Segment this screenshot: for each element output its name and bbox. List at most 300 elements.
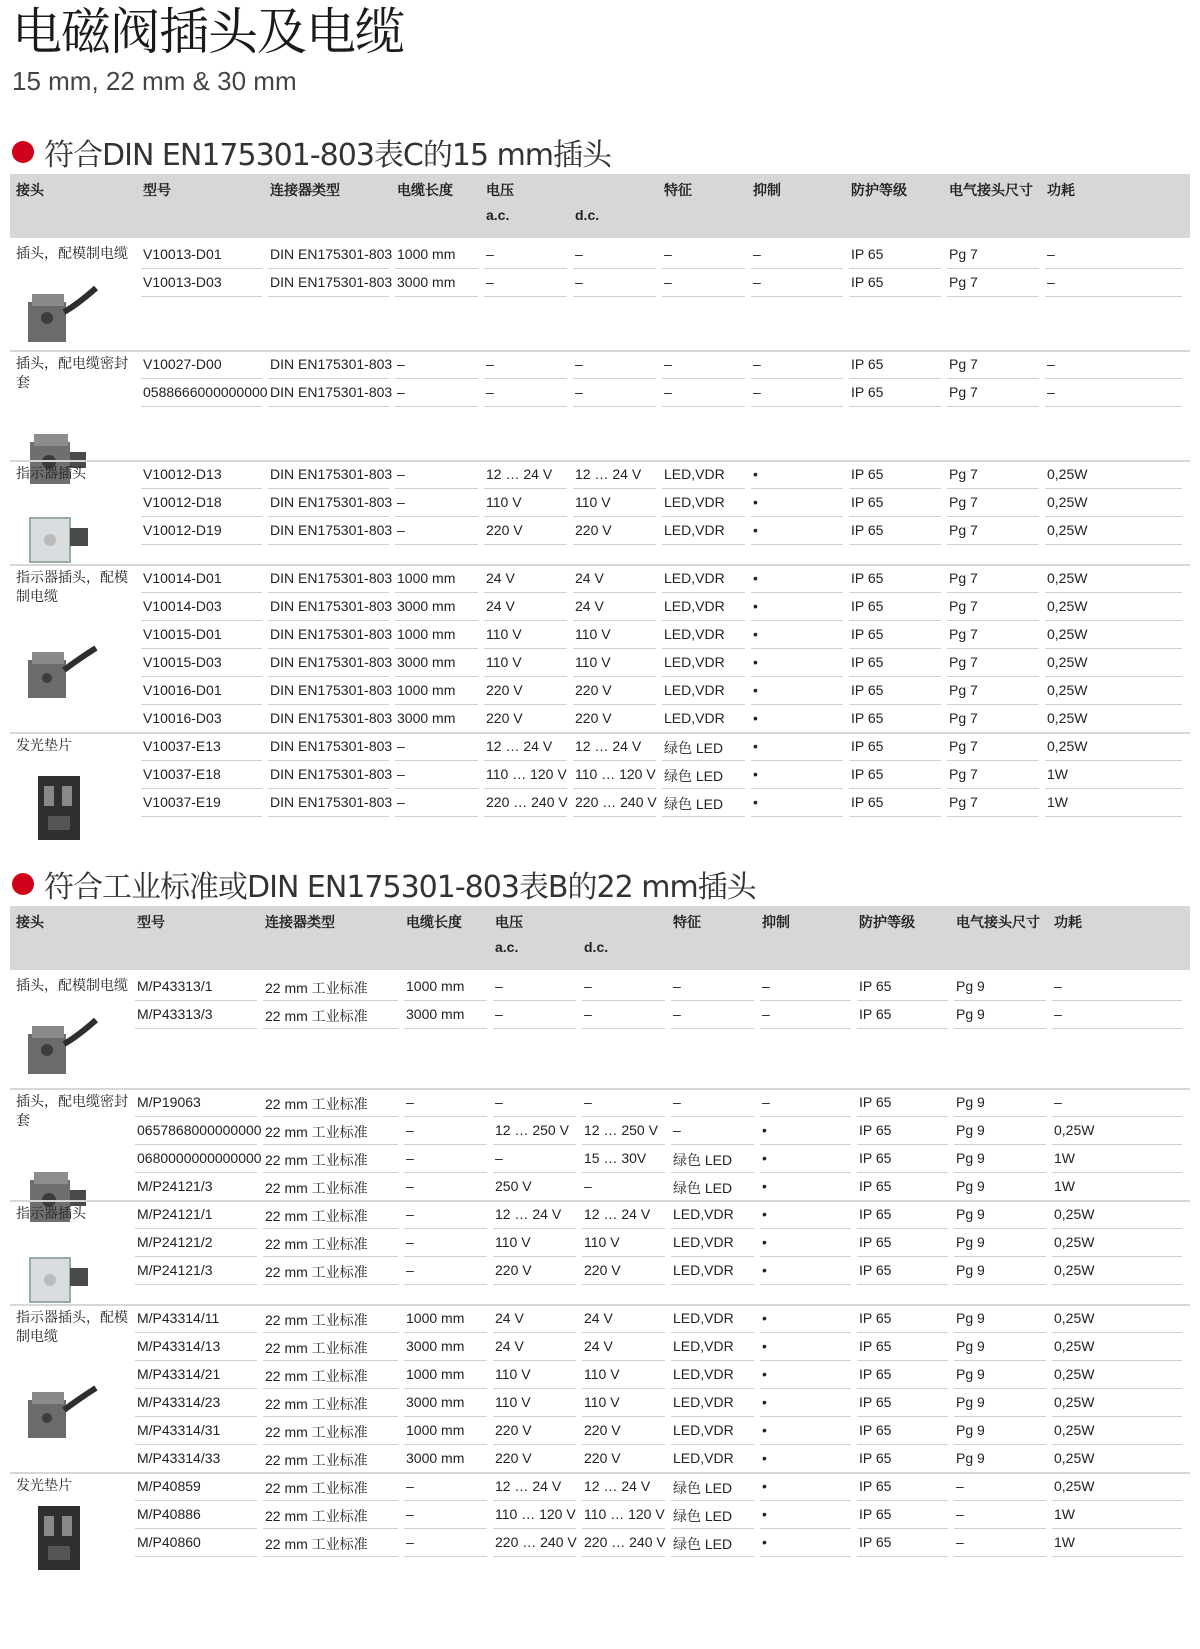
table-cell: – xyxy=(1047,274,1055,290)
table-row xyxy=(10,1228,1190,1257)
table-cell: 1W xyxy=(1054,1534,1075,1550)
table-cell: 24 V xyxy=(584,1310,613,1326)
table-cell: 0,25W xyxy=(1054,1366,1095,1382)
table-cell: – xyxy=(1047,356,1055,372)
table-row xyxy=(10,1500,1190,1529)
table-cell: LED,VDR xyxy=(673,1234,734,1250)
table-cell: IP 65 xyxy=(851,598,884,614)
group-title: 插头，配模制电缆 xyxy=(16,245,128,261)
table-cell: – xyxy=(673,1006,681,1022)
table-cell: 250 V xyxy=(495,1178,532,1194)
table-cell: 24 V xyxy=(584,1338,613,1354)
bullet-dot-icon xyxy=(12,873,34,895)
table-cell: IP 65 xyxy=(851,766,884,782)
table-cell: – xyxy=(1047,246,1055,262)
table-cell: 12 … 24 V xyxy=(495,1478,562,1494)
table-cell: IP 65 xyxy=(851,384,884,400)
table-cell: 220 V xyxy=(495,1422,532,1438)
table-cell: 110 V xyxy=(584,1234,620,1250)
table-cell: 220 V xyxy=(575,710,612,726)
table-cell: – xyxy=(486,246,494,262)
table-cell: – xyxy=(584,1006,592,1022)
table-cell: 22 mm 工业标准 xyxy=(265,1264,368,1280)
table-cell: – xyxy=(956,1478,964,1494)
group-title: 插头，配电缆密封套 xyxy=(16,1093,128,1128)
table-cell: V10013-D03 xyxy=(143,274,222,290)
table-cell: Pg 9 xyxy=(956,978,985,994)
table-cell: M/P24121/1 xyxy=(137,1206,213,1222)
table-cell: LED,VDR xyxy=(664,682,725,698)
table-cell: • xyxy=(762,1394,767,1410)
table-cell: 220 V xyxy=(486,682,523,698)
table-cell: V10012-D18 xyxy=(143,494,222,510)
table-row xyxy=(10,1472,1190,1501)
table-cell: 0,25W xyxy=(1047,738,1088,754)
table-cell: 22 mm 工业标准 xyxy=(265,1312,368,1328)
column-subheader-ac: a.c. xyxy=(486,207,510,223)
table-cell: 22 mm 工业标准 xyxy=(265,1396,368,1412)
table-cell: 0,25W xyxy=(1054,1262,1095,1278)
table-cell: IP 65 xyxy=(859,1234,892,1250)
table-cell: – xyxy=(753,246,761,262)
table-row xyxy=(10,488,1190,517)
column-header-voltage: 电压 xyxy=(495,914,523,930)
section-1 xyxy=(10,130,1190,852)
table-cell: 12 … 24 V xyxy=(575,738,642,754)
table-cell: 绿色 LED xyxy=(673,1480,733,1496)
column-header-connector-type: 连接器类型 xyxy=(265,914,335,930)
table-cell: • xyxy=(753,494,758,510)
table-cell: LED,VDR xyxy=(664,626,725,642)
table-cell: V10015-D01 xyxy=(143,626,222,642)
column-header-power: 功耗 xyxy=(1047,182,1075,198)
column-header-row xyxy=(10,906,1190,972)
table-cell: 220 V xyxy=(584,1422,621,1438)
table-cell: • xyxy=(762,1506,767,1522)
table-cell: DIN EN175301-803 xyxy=(270,654,393,670)
table-cell: 110 … 120 V xyxy=(584,1506,665,1522)
table-cell: • xyxy=(753,466,758,482)
table-cell: IP 65 xyxy=(851,570,884,586)
table-cell: Pg 9 xyxy=(956,1094,985,1110)
table-cell: DIN EN175301-803 xyxy=(270,766,393,782)
section-heading xyxy=(10,862,1190,906)
table-cell: 3000 mm xyxy=(397,710,456,726)
table-cell: – xyxy=(495,1094,503,1110)
table-row xyxy=(10,378,1190,407)
table-row xyxy=(10,1088,1190,1117)
table-cell: – xyxy=(406,1262,414,1278)
table-cell: Pg 7 xyxy=(949,466,978,482)
table-cell: Pg 9 xyxy=(956,1450,985,1466)
table-cell: IP 65 xyxy=(859,1506,892,1522)
table-row xyxy=(10,1200,1190,1229)
table-cell: 绿色 LED xyxy=(673,1180,733,1196)
table-cell: 220 … 240 V xyxy=(495,1534,577,1550)
table-cell: 0680000000000000 xyxy=(137,1150,262,1166)
table-row xyxy=(10,240,1190,269)
table-cell: 12 … 250 V xyxy=(495,1122,569,1138)
table-cell: 1W xyxy=(1054,1178,1075,1194)
table-cell: 110 V xyxy=(575,654,611,670)
table-row xyxy=(10,1172,1190,1201)
table-cell: • xyxy=(762,1422,767,1438)
column-header-protection: 防护等级 xyxy=(851,182,907,198)
table-cell: DIN EN175301-803 xyxy=(270,682,393,698)
table-cell: IP 65 xyxy=(859,1150,892,1166)
table-cell: 22 mm 工业标准 xyxy=(265,1152,368,1168)
table-cell: – xyxy=(397,384,405,400)
table-cell: • xyxy=(762,1150,767,1166)
product-group xyxy=(10,972,1190,1088)
table-cell: LED,VDR xyxy=(673,1262,734,1278)
table-cell: M/P24121/3 xyxy=(137,1178,213,1194)
table-cell: 绿色 LED xyxy=(673,1508,733,1524)
table-cell: 绿色 LED xyxy=(673,1152,733,1168)
table-cell: – xyxy=(1054,1006,1062,1022)
table-cell: DIN EN175301-803 xyxy=(270,710,393,726)
table-cell: Pg 7 xyxy=(949,522,978,538)
table-cell: IP 65 xyxy=(859,1478,892,1494)
table-cell: – xyxy=(486,356,494,372)
table-cell: IP 65 xyxy=(859,1094,892,1110)
table-cell: LED,VDR xyxy=(664,710,725,726)
table-cell: 1000 mm xyxy=(406,1422,465,1438)
column-header-row xyxy=(10,174,1190,240)
table-cell: Pg 9 xyxy=(956,1262,985,1278)
product-group xyxy=(10,1200,1190,1304)
table-cell: – xyxy=(956,1506,964,1522)
table-cell: 0,25W xyxy=(1047,598,1088,614)
table-cell: 110 V xyxy=(486,494,522,510)
column-subheader-dc: d.c. xyxy=(584,939,609,955)
table-cell: • xyxy=(753,598,758,614)
column-header-model: 型号 xyxy=(137,914,165,930)
table-cell: Pg 9 xyxy=(956,1150,985,1166)
table-cell: IP 65 xyxy=(859,1262,892,1278)
table-cell: • xyxy=(753,738,758,754)
product-group xyxy=(10,564,1190,732)
column-header-feature: 特征 xyxy=(673,914,701,930)
table-row xyxy=(10,350,1190,379)
table-cell: LED,VDR xyxy=(673,1366,734,1382)
table-cell: DIN EN175301-803 xyxy=(270,466,393,482)
column-header-cable-length: 电缆长度 xyxy=(406,914,462,930)
page-subtitle: 15 mm, 22 mm & 30 mm xyxy=(12,66,297,96)
table-cell: Pg 7 xyxy=(949,274,978,290)
table-cell: 220 V xyxy=(495,1450,532,1466)
column-header-plug: 接头 xyxy=(16,182,44,198)
table-cell: – xyxy=(495,1006,503,1022)
group-title: 指示器插头 xyxy=(16,465,86,481)
table-cell: IP 65 xyxy=(859,1534,892,1550)
table-cell: Pg 7 xyxy=(949,598,978,614)
product-group xyxy=(10,1088,1190,1200)
table-row xyxy=(10,972,1190,1001)
table-cell: IP 65 xyxy=(851,794,884,810)
table-cell: 0,25W xyxy=(1054,1234,1095,1250)
table-cell: IP 65 xyxy=(851,682,884,698)
table-cell: IP 65 xyxy=(851,246,884,262)
table-cell: – xyxy=(584,1178,592,1194)
product-group xyxy=(10,460,1190,564)
table-cell: 0,25W xyxy=(1047,654,1088,670)
table-cell: • xyxy=(762,1450,767,1466)
table-cell: – xyxy=(406,1150,414,1166)
table-cell: Pg 9 xyxy=(956,1178,985,1194)
table-cell: 0,25W xyxy=(1054,1422,1095,1438)
table-cell: 0,25W xyxy=(1047,710,1088,726)
table-cell: • xyxy=(753,570,758,586)
table-cell: 110 V xyxy=(495,1366,531,1382)
table-cell: – xyxy=(584,978,592,994)
table-cell: 110 V xyxy=(495,1394,531,1410)
table-cell: • xyxy=(762,1178,767,1194)
table-cell: DIN EN175301-803 xyxy=(270,494,393,510)
table-cell: 1W xyxy=(1047,794,1068,810)
product-group xyxy=(10,732,1190,852)
table-row xyxy=(10,760,1190,789)
table-row xyxy=(10,268,1190,297)
table-cell: Pg 7 xyxy=(949,570,978,586)
table-cell: M/P43314/33 xyxy=(137,1450,221,1466)
table-cell: 12 … 250 V xyxy=(584,1122,658,1138)
table-cell: LED,VDR xyxy=(673,1422,734,1438)
table-cell: V10014-D03 xyxy=(143,598,222,614)
table-cell: • xyxy=(762,1234,767,1250)
table-cell: 22 mm 工业标准 xyxy=(265,1536,368,1552)
table-cell: DIN EN175301-803 xyxy=(270,384,393,400)
table-cell: – xyxy=(762,978,770,994)
column-header-plug: 接头 xyxy=(16,914,44,930)
table-row xyxy=(10,788,1190,817)
table-cell: • xyxy=(762,1206,767,1222)
product-group xyxy=(10,350,1190,460)
table-cell: – xyxy=(406,1178,414,1194)
table-cell: Pg 9 xyxy=(956,1310,985,1326)
table-cell: – xyxy=(406,1534,414,1550)
table-cell: 220 … 240 V xyxy=(575,794,657,810)
table-cell: 22 mm 工业标准 xyxy=(265,1480,368,1496)
table-row xyxy=(10,1144,1190,1173)
table-cell: 1000 mm xyxy=(397,570,456,586)
table-cell: • xyxy=(762,1310,767,1326)
table-cell: V10012-D19 xyxy=(143,522,222,538)
table-row xyxy=(10,1528,1190,1557)
table-cell: Pg 9 xyxy=(956,1206,985,1222)
table-cell: • xyxy=(753,522,758,538)
table-cell: 24 V xyxy=(495,1310,524,1326)
product-group xyxy=(10,1472,1190,1570)
table-cell: M/P40859 xyxy=(137,1478,201,1494)
table-cell: DIN EN175301-803 xyxy=(270,738,393,754)
table-cell: M/P19063 xyxy=(137,1094,201,1110)
table-cell: 3000 mm xyxy=(397,654,456,670)
table-cell: – xyxy=(956,1534,964,1550)
table-cell: 110 V xyxy=(575,626,611,642)
table-cell: Pg 7 xyxy=(949,710,978,726)
table-cell: Pg 7 xyxy=(949,356,978,372)
table-cell: V10037-E19 xyxy=(143,794,221,810)
table-cell: Pg 9 xyxy=(956,1006,985,1022)
table-cell: LED,VDR xyxy=(664,494,725,510)
group-title: 发光垫片 xyxy=(16,1477,72,1493)
table-cell: 220 V xyxy=(584,1262,621,1278)
table-cell: 220 V xyxy=(584,1450,621,1466)
table-cell: 110 … 120 V xyxy=(495,1506,576,1522)
group-title: 指示器插头，配模制电缆 xyxy=(16,1309,128,1344)
table-cell: 220 … 240 V xyxy=(584,1534,666,1550)
table-cell: IP 65 xyxy=(859,1122,892,1138)
table-cell: – xyxy=(406,1506,414,1522)
table-cell: Pg 9 xyxy=(956,1338,985,1354)
table-cell: DIN EN175301-803 xyxy=(270,570,393,586)
table-row xyxy=(10,516,1190,545)
table-cell: Pg 9 xyxy=(956,1394,985,1410)
table-cell: – xyxy=(1054,1094,1062,1110)
table-cell: Pg 9 xyxy=(956,1234,985,1250)
table-cell: – xyxy=(753,274,761,290)
group-title: 指示器插头，配模制电缆 xyxy=(16,569,128,604)
table-cell: 110 … 120 V xyxy=(575,766,656,782)
section-title: 符合DIN EN175301-803表C的15 mm插头 xyxy=(44,138,612,173)
table-cell: • xyxy=(762,1366,767,1382)
table-cell: 0,25W xyxy=(1054,1394,1095,1410)
table-cell: 110 V xyxy=(486,626,522,642)
table-cell: 22 mm 工业标准 xyxy=(265,1508,368,1524)
table-cell: – xyxy=(664,274,672,290)
table-cell: 0,25W xyxy=(1054,1122,1095,1138)
table-cell: Pg 7 xyxy=(949,682,978,698)
table-cell: • xyxy=(762,1262,767,1278)
table-cell: V10012-D13 xyxy=(143,466,222,482)
table-cell: – xyxy=(397,356,405,372)
table-cell: DIN EN175301-803 xyxy=(270,246,393,262)
table-cell: 12 … 24 V xyxy=(486,738,553,754)
table-cell: IP 65 xyxy=(851,626,884,642)
table-cell: 24 V xyxy=(575,598,604,614)
table-cell: – xyxy=(664,246,672,262)
table-cell: 1W xyxy=(1054,1506,1075,1522)
table-cell: 22 mm 工业标准 xyxy=(265,980,368,996)
column-header-model: 型号 xyxy=(143,182,171,198)
table-cell: IP 65 xyxy=(851,654,884,670)
table-cell: 0,25W xyxy=(1047,682,1088,698)
table-cell: DIN EN175301-803 xyxy=(270,598,393,614)
table-cell: • xyxy=(753,766,758,782)
table-cell: – xyxy=(495,1150,503,1166)
table-cell: M/P43314/21 xyxy=(137,1366,221,1382)
table-cell: 22 mm 工业标准 xyxy=(265,1096,368,1112)
table-cell: 220 V xyxy=(575,522,612,538)
table-cell: 22 mm 工业标准 xyxy=(265,1340,368,1356)
table-cell: 0588666000000000 xyxy=(143,384,268,400)
table-cell: IP 65 xyxy=(859,1338,892,1354)
table-row xyxy=(10,1416,1190,1445)
table-cell: 22 mm 工业标准 xyxy=(265,1236,368,1252)
table-cell: IP 65 xyxy=(851,274,884,290)
table-cell: V10027-D00 xyxy=(143,356,222,372)
table-cell: – xyxy=(406,1234,414,1250)
table-cell: 12 … 24 V xyxy=(495,1206,562,1222)
table-cell: 110 V xyxy=(486,654,522,670)
table-cell: 22 mm 工业标准 xyxy=(265,1452,368,1468)
table-cell: – xyxy=(397,794,405,810)
table-cell: M/P43314/13 xyxy=(137,1338,221,1354)
table-cell: 0,25W xyxy=(1047,626,1088,642)
group-title: 指示器插头 xyxy=(16,1205,86,1221)
column-header-power: 功耗 xyxy=(1054,914,1082,930)
table-cell: DIN EN175301-803 xyxy=(270,626,393,642)
table-cell: 12 … 24 V xyxy=(575,466,642,482)
table-cell: LED,VDR xyxy=(664,654,725,670)
table-cell: V10037-E18 xyxy=(143,766,221,782)
table-cell: – xyxy=(406,1122,414,1138)
table-cell: DIN EN175301-803 xyxy=(270,794,393,810)
table-cell: V10014-D01 xyxy=(143,570,222,586)
table-cell: 1000 mm xyxy=(406,978,465,994)
table-cell: – xyxy=(575,246,583,262)
table-cell: – xyxy=(495,978,503,994)
table-cell: LED,VDR xyxy=(664,522,725,538)
table-cell: Pg 7 xyxy=(949,766,978,782)
table-cell: Pg 7 xyxy=(949,384,978,400)
table-cell: • xyxy=(753,654,758,670)
table-cell: 220 … 240 V xyxy=(486,794,568,810)
table-cell: Pg 7 xyxy=(949,738,978,754)
table-cell: – xyxy=(673,1094,681,1110)
table-cell: Pg 7 xyxy=(949,494,978,510)
table-cell: – xyxy=(584,1094,592,1110)
table-cell: 0,25W xyxy=(1047,466,1088,482)
table-cell: – xyxy=(575,274,583,290)
table-cell: 1000 mm xyxy=(397,626,456,642)
table-cell: – xyxy=(397,466,405,482)
table-cell: • xyxy=(753,794,758,810)
table-cell: IP 65 xyxy=(859,1178,892,1194)
product-group xyxy=(10,240,1190,350)
table-cell: M/P40860 xyxy=(137,1534,201,1550)
table-cell: 22 mm 工业标准 xyxy=(265,1368,368,1384)
table-cell: IP 65 xyxy=(859,1006,892,1022)
table-cell: – xyxy=(575,356,583,372)
table-cell: LED,VDR xyxy=(673,1310,734,1326)
table-cell: – xyxy=(486,384,494,400)
table-row xyxy=(10,1256,1190,1285)
table-cell: – xyxy=(486,274,494,290)
table-row xyxy=(10,1360,1190,1389)
table-cell: 0,25W xyxy=(1054,1450,1095,1466)
table-cell: – xyxy=(397,766,405,782)
table-cell: M/P40886 xyxy=(137,1506,201,1522)
table-cell: • xyxy=(762,1478,767,1494)
table-row xyxy=(10,732,1190,761)
column-subheader-dc: d.c. xyxy=(575,207,600,223)
table-cell: 绿色 LED xyxy=(673,1536,733,1552)
table-cell: – xyxy=(664,384,672,400)
table-row xyxy=(10,1116,1190,1145)
table-cell: Pg 7 xyxy=(949,626,978,642)
table-cell: Pg 7 xyxy=(949,794,978,810)
table-cell: IP 65 xyxy=(851,522,884,538)
table-cell: IP 65 xyxy=(859,1394,892,1410)
table-cell: 1000 mm xyxy=(397,246,456,262)
table-cell: • xyxy=(753,710,758,726)
table-cell: 110 V xyxy=(584,1366,620,1382)
group-title: 发光垫片 xyxy=(16,737,72,753)
table-cell: Pg 9 xyxy=(956,1422,985,1438)
table-cell: 绿色 LED xyxy=(664,740,724,756)
